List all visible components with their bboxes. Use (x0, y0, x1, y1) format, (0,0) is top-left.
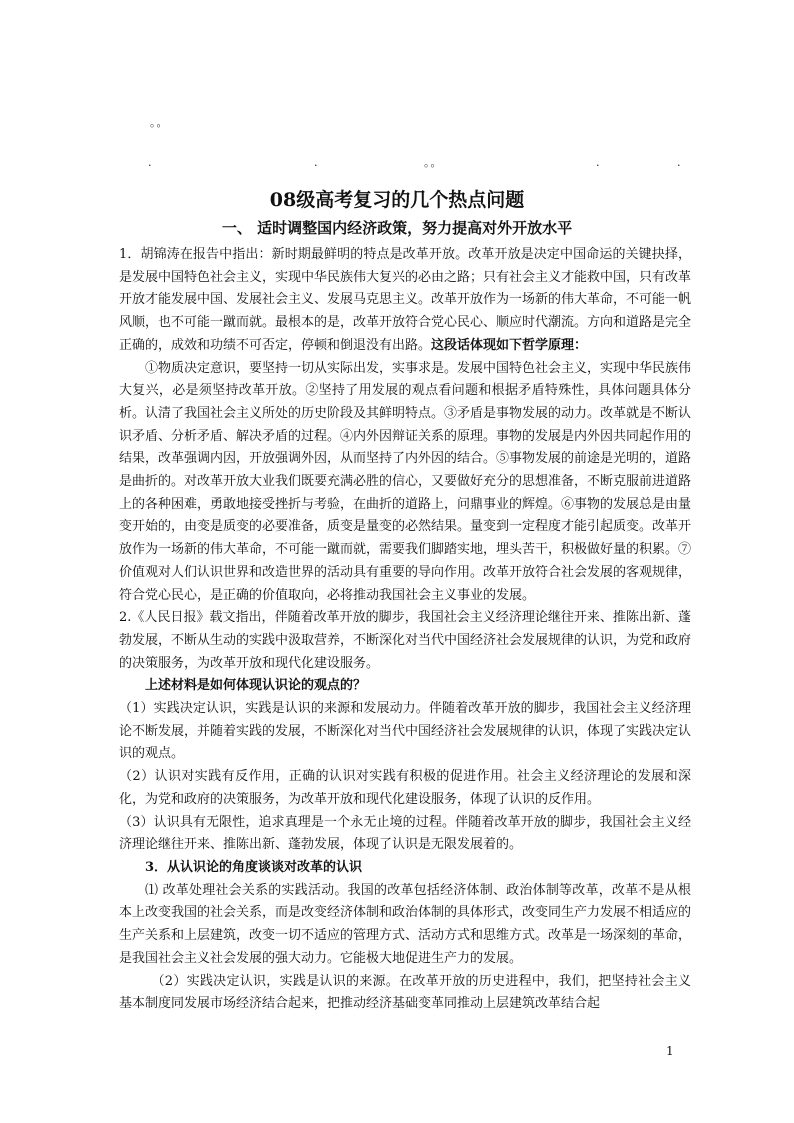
document-title: 08级高考复习的几个热点问题 (269, 189, 525, 211)
paragraph: （2）实践决定认识，实践是认识的来源。在改革开放的历史进程中，我们，把坚持社会主义基本制度同发展市场经济结合起来，把推动经济基础变革同推动上层建筑改革结合起 (119, 973, 691, 1012)
paragraph-bold-text: 这段话体现如下哲学原理： (431, 337, 588, 353)
header-mark: . (677, 156, 682, 169)
header-mark: 。。 (424, 156, 443, 169)
page-number: 1 (666, 1044, 674, 1058)
paragraph: ①物质决定意识，要坚持一切从实际出发，实事求是。发展中国特色社会主义，实现中华民族伟大复兴，必是须坚持改革开放。②坚持了用发展的观点看问题和根据矛盾特殊性，具体问题具体分析。认清了我国社会主义所处的历史阶段及其鲜明特点。③矛盾是事物发展的动力。改革就是不断认识矛盾、分析矛盾、解决矛盾的过程。④内外因辩证关系的原理。事物的发展是内外因共同起作用的结果，改革强调内因，开放强调外因，从而坚持了内外因的结合。⑤事物发展的前途是光明的，道路是曲折的。对改革开放大业我们既要充满必胜的信心，又要做好充分的思想准备，不断克服前进道路上的各种困难，勇敢地接受挫折与考验，在曲折的道路上，问鼎事业的辉煌。⑥事物的发展总是由量变开始的，由变是质变的必要准备，质变是量变的必然结果。量变到一定程度才能引起质变。改革开放作为一场新的伟大革命，不可能一蹴而就，需要我们脚踏实地，埋头苦干，积极做好量的积累。⑦价值观对人们认识世界和改造世界的活动具有重要的导向作用。改革开放符合社会发展的客观规律，符合党心民心，是正确的价值取向，必将推动我国社会主义事业的发展。 (119, 360, 692, 603)
header-mark: . (148, 156, 153, 169)
paragraph (119, 244, 691, 358)
paragraph: （1）实践决定认识，实践是认识的来源和发展动力。伴随着改革开放的脚步，我国社会主义经济理论不断发展，并随着实践的发展，不断深化对当代中国经济社会发展规律的认识，体现了实践决定认识的观点。 (119, 701, 692, 762)
paragraph: 2.《人民日报》载文指出，伴随着改革开放的脚步，我国社会主义经济理论继往开来、推陈出新、蓬勃发展，不断从生动的实践中汲取营养，不断深化对当代中国经济社会发展规律的认识，为党和政府的决策服务，为改革开放和现代化建设服务。 (119, 610, 692, 671)
header-mark: . (596, 156, 601, 169)
question-heading (119, 675, 691, 698)
document-body (119, 244, 691, 1016)
paragraph: （3）认识具有无限性，追求真理是一个永无止境的过程。伴随着改革开放的脚步，我国社会主义经济理论继往开来、推陈出新、蓬勃发展，体现了认识是无限发展着的。 (119, 814, 691, 853)
question-text: 3．从认识论的角度谈谈对改革的认识 (145, 859, 363, 875)
header-mark: . (314, 156, 319, 169)
question-heading (119, 857, 691, 880)
paragraph: ⑴ 改革处理社会关系的实践活动。我国的改革包括经济体制、政治体制等改革，改革不是从根本上改变我国的社会关系，而是改变经济体制和政治体制的具体形式，改变同生产力发展不相适应的生产关系和上层建筑，改变一切不适应的管理方式、活动方式和思维方式。改革是一场深刻的革命，是我国社会主义社会发展的强大动力。它能极大地促进生产力的发展。 (119, 882, 692, 966)
paragraph: （2）认识对实践有反作用，正确的认识对实践有积极的促进作用。社会主义经济理论的发展和深化，为党和政府的决策服务，为改革开放和现代化建设服务，体现了认识的反作用。 (119, 769, 691, 807)
section-heading: 一、 适时调整国内经济政策，努力提高对外开放水平 (221, 219, 573, 237)
question-text: 上述材料是如何体现认识论的观点的？ (145, 678, 367, 694)
header-mark: 。。 (150, 116, 169, 129)
paragraph-text: 1．胡锦涛在报告中指出：新时期最鲜明的特点是改革开放。改革开放是决定中国命运的关键抉择，是发展中国特色社会主义，实现中华民族伟大复兴的必由之路；只有社会主义才能救中国，只有改革开放才能发展中国、发展社会主义、发展马克思主义。改革开放作为一场新的伟大革命，不可能一帆风顺，也不可能一蹴而就。最根本的是，改革开放符合党心民心、顺应时代潮流。方向和道路是完全正确的，成效和功绩不可否定，停顿和倒退没有出路。 (119, 247, 692, 353)
